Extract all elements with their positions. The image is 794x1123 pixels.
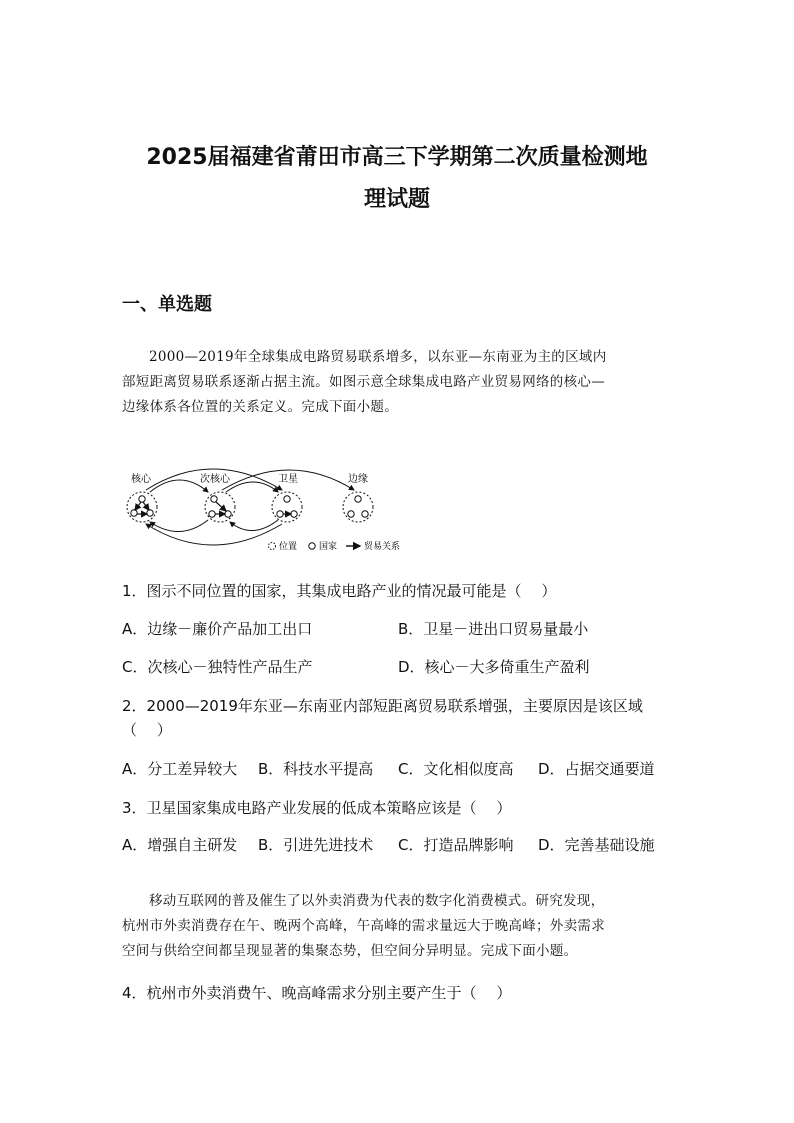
- country-node: [355, 496, 361, 502]
- q2-option-d[interactable]: D．占据交通要道: [538, 760, 655, 778]
- q2-option-c[interactable]: C．文化相似度高: [398, 760, 514, 778]
- legend-trade-label: 贸易关系: [364, 542, 401, 552]
- legend-country-icon: [309, 543, 315, 549]
- passage-1-line: [122, 345, 674, 370]
- section-heading: 一、单选题: [122, 294, 212, 315]
- label-satellite: 卫星: [278, 474, 298, 485]
- passage-2-line: [122, 889, 674, 914]
- label-subcore: 次核心: [200, 474, 230, 485]
- q1-option-c[interactable]: C．次核心－独特性产品生产: [122, 658, 313, 676]
- core-periphery-diagram: [122, 462, 422, 562]
- country-node: [139, 496, 145, 502]
- passage-1-line: 边缘体系各位置的关系定义。完成下面小题。: [122, 399, 398, 415]
- passage-2-line: 杭州市外卖消费存在午、晚两个高峰，午高峰的需求量远大于晚高峰；外卖需求: [122, 918, 605, 934]
- country-node: [211, 496, 217, 502]
- question-2-stem: [122, 694, 682, 742]
- diagram-svg: [122, 462, 422, 558]
- q3-option-a[interactable]: A．增强自主研发: [122, 836, 238, 854]
- q3-option-d[interactable]: D．完善基础设施: [538, 836, 655, 854]
- passage-text: 移动互联网的普及催生了以外卖消费为代表的数字化消费模式。研究发现，: [149, 893, 605, 909]
- legend-position-icon: [269, 543, 276, 550]
- country-node: [147, 510, 153, 516]
- legend-country-label: 国家: [319, 542, 338, 552]
- passage-2: [122, 889, 674, 964]
- q3-option-b[interactable]: B．引进先进技术: [258, 836, 374, 854]
- question-1-stem: 1．图示不同位置的国家，其集成电路产业的情况最可能是（ ）: [122, 582, 557, 600]
- country-node: [277, 511, 283, 517]
- country-node: [348, 511, 354, 517]
- q3-option-c[interactable]: C．打造品牌影响: [398, 836, 514, 854]
- label-core: 核心: [131, 474, 151, 485]
- country-node: [284, 496, 290, 502]
- label-edge: 边缘: [348, 474, 368, 485]
- question-2-line2: （ ）: [122, 721, 172, 739]
- q1-option-b[interactable]: B．卫星－进出口贸易量最小: [398, 620, 589, 638]
- trade-arc: [146, 524, 282, 545]
- passage-text: 2000—2019年全球集成电路贸易联系增多，以东亚—东南亚为主的区域内: [149, 349, 607, 365]
- q2-option-a[interactable]: A．分工差异较大: [122, 760, 238, 778]
- passage-1-line: 部短距离贸易联系逐渐占据主流。如图示意全球集成电路产业贸易网络的核心—: [122, 374, 605, 390]
- q2-option-b[interactable]: B．科技水平提高: [258, 760, 374, 778]
- country-node: [225, 511, 231, 517]
- page-title: 2025届福建省莆田市高三下学期第二次质量检测地: [146, 145, 648, 170]
- trade-arc: [230, 520, 278, 531]
- passage-1: [122, 345, 674, 420]
- country-node: [362, 511, 368, 517]
- page-title-line2: 理试题: [363, 187, 430, 212]
- trade-arc: [150, 520, 208, 532]
- question-2-line1: 2．2000—2019年东亚—东南亚内部短距离贸易联系增强，主要原因是该区域: [122, 697, 643, 715]
- country-node: [131, 510, 137, 516]
- q1-option-a[interactable]: A．边缘－廉价产品加工出口: [122, 620, 313, 638]
- country-node: [291, 511, 297, 517]
- q1-option-d[interactable]: D．核心－大多倚重生产盈利: [398, 658, 590, 676]
- question-3-stem: 3．卫星国家集成电路产业发展的低成本策略应该是（ ）: [122, 799, 512, 817]
- country-node: [209, 511, 215, 517]
- legend-position-label: 位置: [279, 542, 298, 552]
- passage-2-line: 空间与供给空间都呈现显著的集聚态势，但空间分异明显。完成下面小题。: [122, 943, 578, 959]
- position-subcore: [205, 492, 235, 522]
- question-4-stem: 4．杭州市外卖消费午、晚高峰需求分别主要产生于（ ）: [122, 984, 512, 1002]
